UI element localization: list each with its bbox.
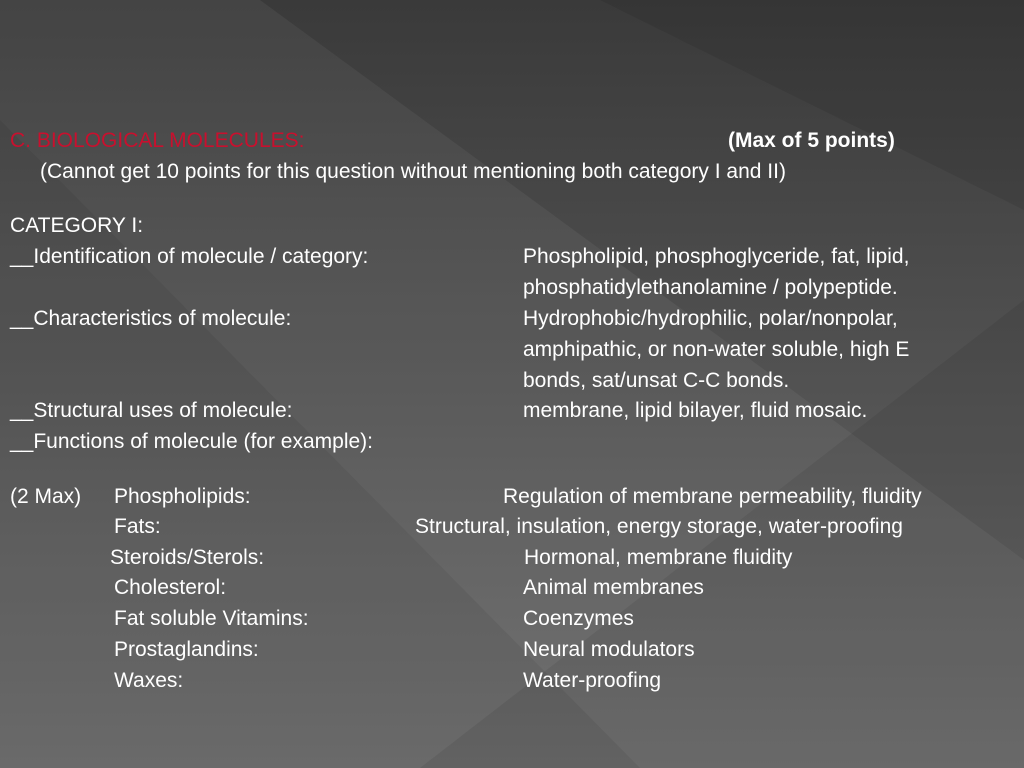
function-desc-fats: Structural, insulation, energy storage, water-proofing xyxy=(415,515,903,538)
function-desc-vitamins: Coenzymes xyxy=(523,607,634,630)
function-name-vitamins: Fat soluble Vitamins: xyxy=(114,607,309,630)
item-label-identification: __Identification of molecule / category: xyxy=(10,245,369,268)
function-name-steroids: Steroids/Sterols: xyxy=(110,546,265,569)
item-answer-characteristics-line1: Hydrophobic/hydrophilic, polar/nonpolar, xyxy=(523,307,898,330)
function-name-phospholipids: Phospholipids: xyxy=(114,485,251,508)
section-note: (Cannot get 10 points for this question without mentioning both category I and II) xyxy=(40,160,786,183)
function-desc-waxes: Water-proofing xyxy=(523,669,662,692)
function-name-fats: Fats: xyxy=(114,515,161,538)
item-label-structural-uses: __Structural uses of molecule: xyxy=(10,399,293,422)
item-answer-identification-line2: phosphatidylethanolamine / polypeptide. xyxy=(523,276,898,299)
function-desc-phospholipids: Regulation of membrane permeability, fluidity xyxy=(503,485,922,508)
function-name-waxes: Waxes: xyxy=(114,669,184,692)
function-desc-steroids: Hormonal, membrane fluidity xyxy=(524,546,793,569)
function-name-cholesterol: Cholesterol: xyxy=(114,576,227,599)
item-answer-characteristics-line3: bonds, sat/unsat C-C bonds. xyxy=(523,369,790,392)
item-answer-structural-uses: membrane, lipid bilayer, fluid mosaic. xyxy=(523,399,868,422)
function-desc-cholesterol: Animal membranes xyxy=(523,576,704,599)
max-points-label: (Max of 5 points) xyxy=(728,129,895,152)
item-answer-identification-line1: Phospholipid, phosphoglyceride, fat, lipid, xyxy=(523,245,910,268)
category-title: CATEGORY I: xyxy=(10,214,144,237)
function-desc-prostaglandins: Neural modulators xyxy=(523,638,695,661)
function-name-prostaglandins: Prostaglandins: xyxy=(114,638,259,661)
functions-max-label: (2 Max) xyxy=(10,485,82,508)
item-label-characteristics: __Characteristics of molecule: xyxy=(10,307,292,330)
item-label-functions: __Functions of molecule (for example): xyxy=(10,430,373,453)
item-answer-characteristics-line2: amphipathic, or non-water soluble, high E xyxy=(523,338,910,361)
section-heading: C. BIOLOGICAL MOLECULES: xyxy=(10,129,305,152)
